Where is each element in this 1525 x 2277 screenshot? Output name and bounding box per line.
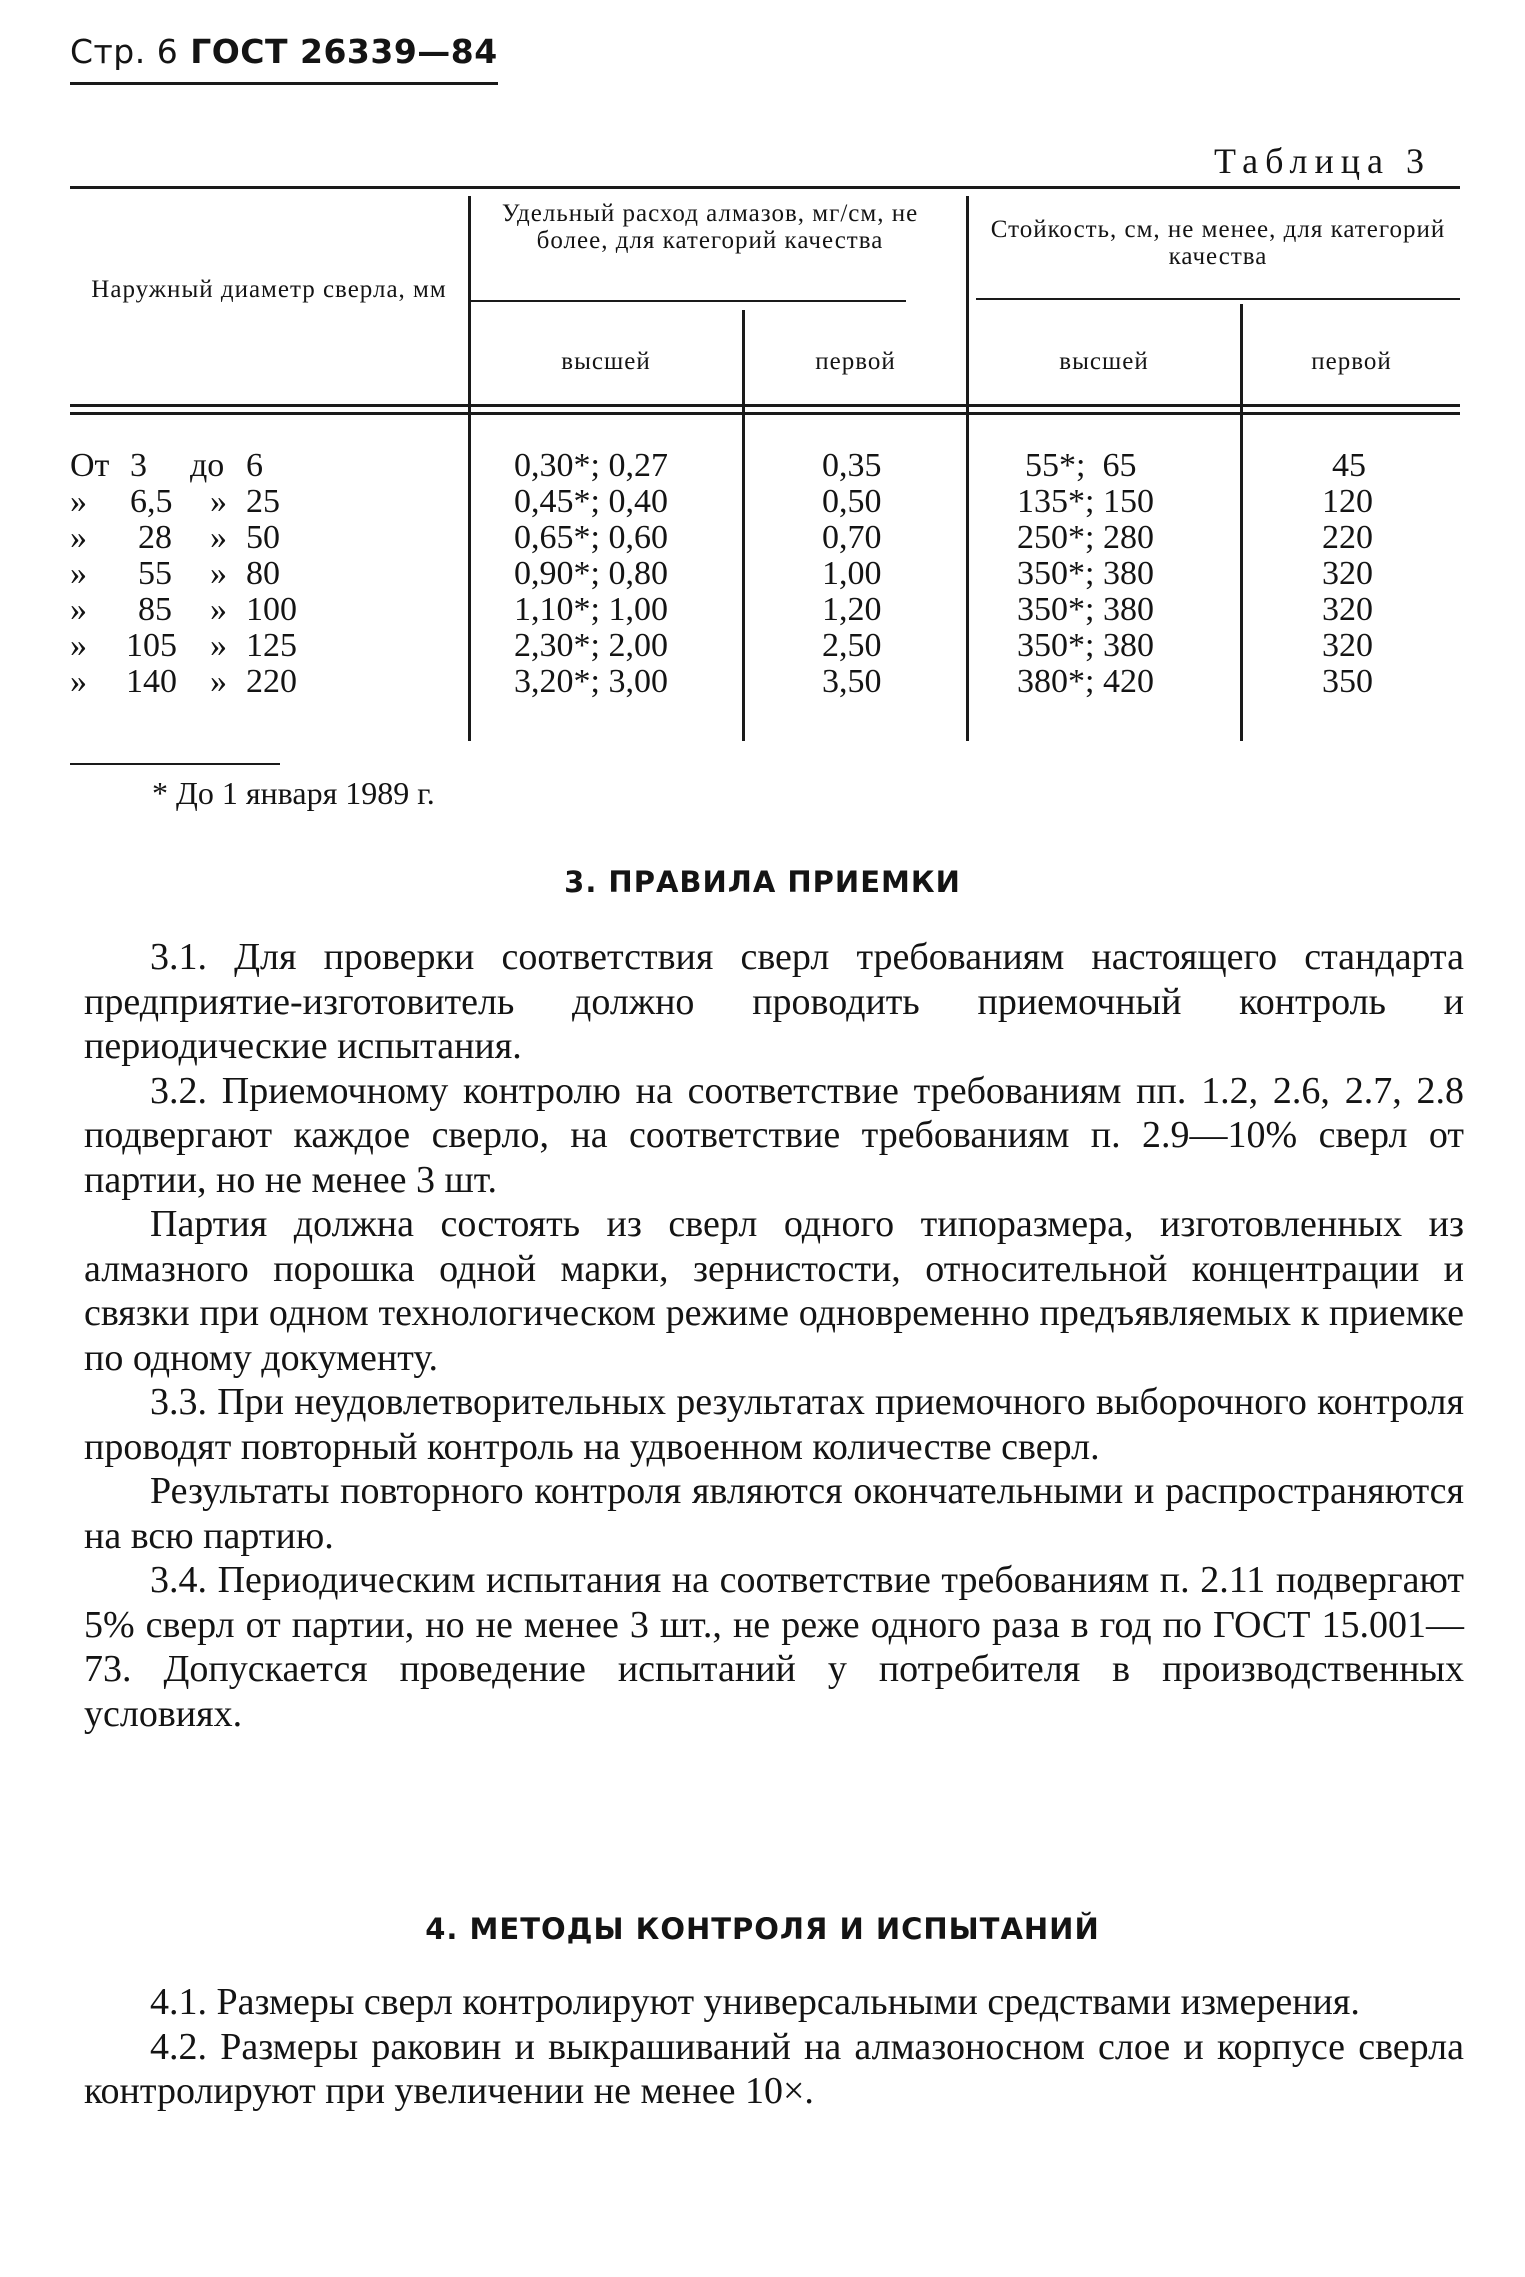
section-3-body [84,935,1464,1736]
header-durability-highest: высшей [1059,348,1149,375]
diameter-from: 28 [138,519,172,556]
consumption-highest: 0,90*; 0,80 [514,555,668,592]
paragraph: 3.1. Для проверки соответствия сверл требованиям настоящего стандарта предприятие-изготовитель должно проводить приемочный контроль и периодические испытания. [84,936,1464,1067]
diameter-mid: до [190,447,225,484]
diameter-from: 6,5 [130,483,173,520]
paragraph: 3.3. При неудовлетворительных результатах приемочного выборочного контроля проводят повторный контроль на удвоенном количестве сверл. [84,1381,1464,1468]
diameter-mid: » [210,627,227,664]
header-diameter: Наружный диаметр сверла, мм [91,276,447,303]
diameter-to: 125 [246,627,297,664]
durability-highest: 350*; 380 [1017,591,1154,628]
section-4-title: 4. МЕТОДЫ КОНТРОЛЯ И ИСПЫТАНИЙ [425,1912,1100,1946]
durability-highest: 55*; 65 [1025,447,1137,484]
table-top-rule [70,186,1460,189]
table-row [70,664,1460,700]
durability-highest: 350*; 380 [1017,555,1154,592]
page-number: Стр. 6 [70,32,179,71]
diameter-from: 55 [138,555,172,592]
table-row [70,556,1460,592]
consumption-highest: 0,45*; 0,40 [514,483,668,520]
durability-highest: 250*; 280 [1017,519,1154,556]
diameter-from: 3 [130,447,147,484]
diameter-from: 85 [138,591,172,628]
consumption-highest: 0,65*; 0,60 [514,519,668,556]
consumption-first: 3,50 [822,663,882,700]
header-consumption-first: первой [815,348,896,375]
running-header [70,32,498,71]
consumption-highest: 3,20*; 3,00 [514,663,668,700]
durability-first: 320 [1322,627,1373,664]
diameter-mid: » [210,483,227,520]
diameter-prefix: » [70,591,87,628]
consumption-first: 0,70 [822,519,882,556]
table-row [70,520,1460,556]
paragraph: 3.4. Периодическим испытания на соответствие требованиям п. 2.11 подвергают 5% сверл от партии, но не менее 3 шт., не реже одного раза в год по ГОСТ 15.001—73. Допускается проведение испытаний у потребителя в производственных условиях. [84,1559,1464,1735]
header-durability-first: первой [1311,348,1392,375]
header-bottom-rule-1 [70,404,1460,407]
diameter-to: 50 [246,519,280,556]
consumption-first: 2,50 [822,627,882,664]
durability-first: 120 [1322,483,1373,520]
header-consumption-highest: высшей [561,348,651,375]
header-bottom-rule-2 [70,412,1460,415]
table-row [70,484,1460,520]
diameter-mid: » [210,555,227,592]
footnote-rule [70,763,280,765]
durability-subrule [976,298,1460,300]
diameter-prefix: » [70,483,87,520]
header-rule [70,82,498,85]
consumption-first: 0,35 [822,447,882,484]
diameter-prefix: » [70,519,87,556]
durability-highest: 380*; 420 [1017,663,1154,700]
header-consumption: Удельный расход алмазов, мг/см, не более, для категорий качества [501,200,919,254]
table-row [70,448,1460,484]
paragraph: Результаты повторного контроля являются окончательными и распространяются на всю партию. [84,1470,1464,1557]
diameter-from: 140 [126,663,177,700]
section-4-body [84,1980,1464,2114]
diameter-to: 6 [246,447,263,484]
table-row [70,628,1460,664]
consumption-first: 0,50 [822,483,882,520]
diameter-prefix: » [70,555,87,592]
diameter-prefix: » [70,627,87,664]
diameter-to: 80 [246,555,280,592]
diameter-mid: » [210,591,227,628]
table-3 [70,186,1460,741]
header-durability: Стойкость, см, не менее, для категорий качества [990,216,1446,270]
section-3-title: 3. ПРАВИЛА ПРИЕМКИ [564,865,961,899]
durability-first: 45 [1332,447,1366,484]
table-footnote: * До 1 января 1989 г. [152,775,435,811]
durability-first: 220 [1322,519,1373,556]
durability-first: 350 [1322,663,1373,700]
table-caption: Таблица 3 [1214,141,1431,181]
diameter-prefix: » [70,663,87,700]
paragraph: Партия должна состоять из сверл одного типоразмера, изготовленных из алмазного порошка одной марки, зернистости, относительной концентрации и связки при одном технологическом режиме одновременно предъявляемых к приемке по одному документу. [84,1203,1464,1379]
consumption-first: 1,20 [822,591,882,628]
diameter-mid: » [210,519,227,556]
consumption-highest: 1,10*; 1,00 [514,591,668,628]
consumption-first: 1,00 [822,555,882,592]
diameter-prefix: От [70,447,110,484]
diameter-to: 100 [246,591,297,628]
paragraph: 4.1. Размеры сверл контролируют универсальными средствами измерения. [150,1981,1360,2023]
durability-first: 320 [1322,591,1373,628]
diameter-to: 25 [246,483,280,520]
paragraph: 4.2. Размеры раковин и выкрашиваний на алмазоносном слое и корпусе сверла контролируют при увеличении не менее 10×. [84,2025,1464,2112]
diameter-to: 220 [246,663,297,700]
paragraph: 3.2. Приемочному контролю на соответствие требованиям пп. 1.2, 2.6, 2.7, 2.8 подвергают каждое сверло, на соответствие требованиям п. 2.9—10% сверл от партии, но не менее 3 шт. [84,1069,1464,1201]
consumption-highest: 0,30*; 0,27 [514,447,668,484]
diameter-from: 105 [126,627,177,664]
table-row [70,592,1460,628]
diameter-mid: » [210,663,227,700]
durability-highest: 350*; 380 [1017,627,1154,664]
consumption-subrule [470,300,906,302]
consumption-highest: 2,30*; 2,00 [514,627,668,664]
durability-highest: 135*; 150 [1017,483,1154,520]
standard-number: ГОСТ 26339—84 [190,32,498,71]
durability-first: 320 [1322,555,1373,592]
